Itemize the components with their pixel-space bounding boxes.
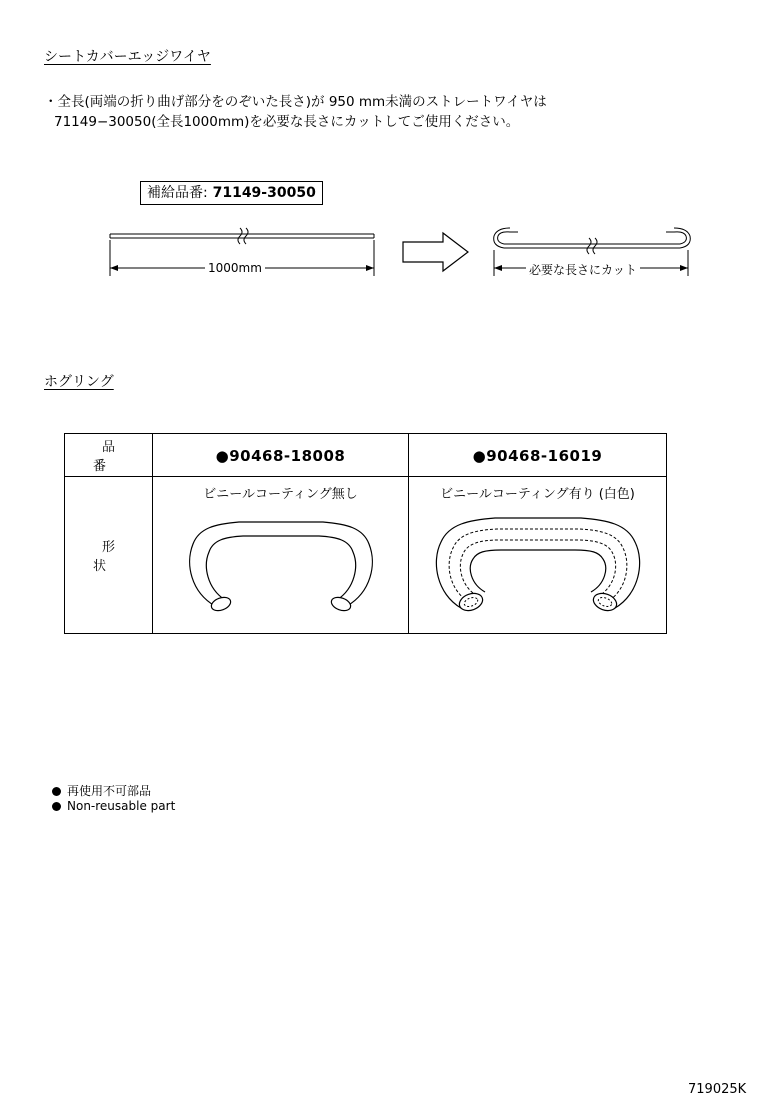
legend-item-japanese: 再使用不可部品 [52,782,151,799]
table-header-part-number: 品 番 [65,434,153,477]
part-number-2: ●90468-16019 [472,446,603,465]
length-dimension-label: 1000mm [205,261,265,275]
wire-diagram [100,220,700,290]
table-header-shape: 形 状 [65,477,153,634]
supply-label: 補給品番: [147,185,208,201]
section-title-edge-wire: シートカバーエッジワイヤ [44,49,211,65]
table-cell-shape-1 [153,477,409,634]
note-line-1: ・全長(両端の折り曲げ部分をのぞいた長さ)が 950 mm未満のストレートワイヤは [44,94,547,110]
footer-code: 719025K [688,1082,747,1097]
table-cell-shape-2 [409,477,667,634]
hog-ring-uncoated-drawing [181,504,381,622]
table-cell-part-2 [409,434,667,477]
table-row-shape [65,477,667,634]
table-cell-part-1 [153,434,409,477]
hog-ring-table [64,433,667,634]
part-number-1: ●90468-18008 [215,446,346,465]
bullet-dot-icon [52,802,61,811]
note-line-2: 71149−30050(全長1000mm)を必要な長さにカットしてご使用ください。 [54,114,520,130]
hog-ring-coated-drawing [433,504,643,622]
cut-dimension-label: 必要な長さにカット [526,261,640,278]
section-title-hog-ring: ホグリング [44,374,114,390]
supply-part-number: 71149-30050 [212,185,316,201]
shape-description-2: ビニールコーティング有り (白色) [440,487,635,502]
supply-part-box [140,181,323,205]
shape-description-1: ビニールコーティング無し [203,487,358,502]
legend-item-english: Non-reusable part [52,799,175,813]
right-arrow-icon [403,233,468,271]
table-row-part-number [65,434,667,477]
bullet-dot-icon [52,787,61,796]
